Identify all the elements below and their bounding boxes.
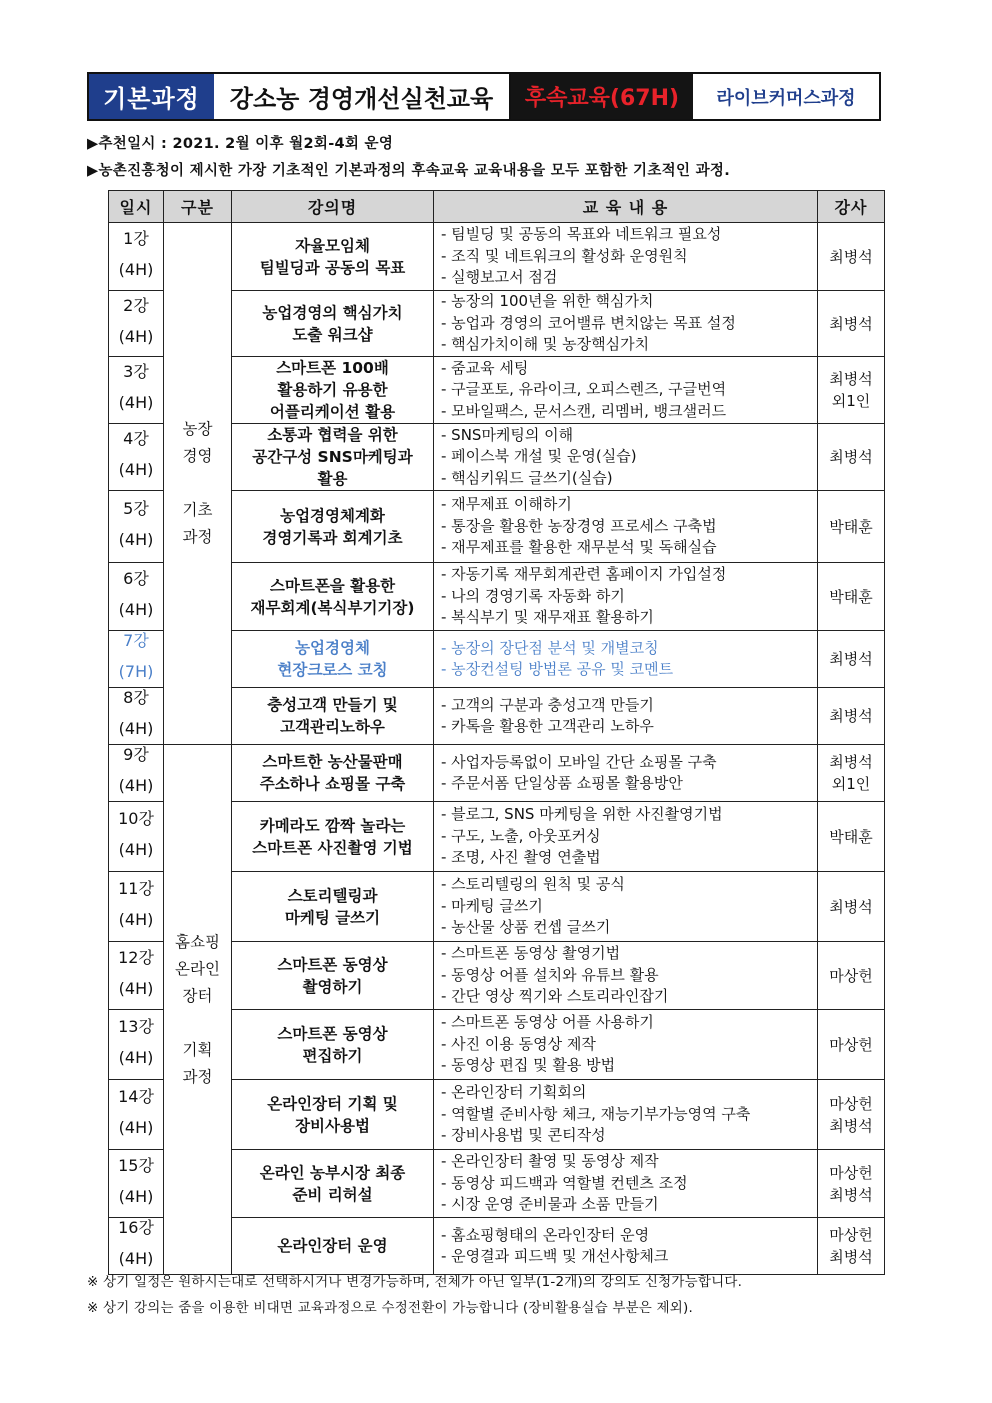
content-line: - 동영상 피드백과 역할별 컨텐츠 조정 bbox=[441, 1173, 688, 1192]
schedule-note: ▶추천일시 : 2021. 2월 이후 월2회-4회 운영 bbox=[87, 136, 394, 152]
lecture-number: 4강 bbox=[123, 429, 149, 448]
content-line: - 동영상 편집 및 활용 방법 bbox=[441, 1056, 616, 1075]
follow-up-label: 후속교육(67H) bbox=[511, 74, 693, 119]
lecture-name-line: 촬영하기 bbox=[302, 977, 363, 996]
instructor-cell bbox=[818, 1010, 885, 1080]
lecture-name-line: 재무회계(복식부기기장) bbox=[250, 598, 415, 617]
instructor-name: 최병석 bbox=[829, 1116, 873, 1135]
lecture-name-line: 준비 리허설 bbox=[292, 1185, 373, 1204]
content-cell bbox=[434, 357, 818, 424]
content-line: - 농장컨설팅 방법론 공유 및 코멘트 bbox=[441, 660, 674, 678]
lecture-name-line: 활용하기 유용한 bbox=[277, 381, 388, 399]
content-cell bbox=[434, 872, 818, 942]
description-note: ▶농촌진흥청이 제시한 가장 기초적인 기본과정의 후속교육 교육내용을 모두 포함한 기초적인 과정. bbox=[87, 163, 731, 179]
content-line: - 온라인장터 촬영 및 동영상 제작 bbox=[441, 1152, 659, 1171]
instructor-name: 박태훈 bbox=[829, 517, 873, 536]
category-line: 경영 bbox=[182, 447, 213, 465]
instructor-cell bbox=[818, 1218, 885, 1275]
curriculum-table bbox=[108, 190, 885, 1275]
table-header-row bbox=[109, 191, 885, 223]
lecture-name-line: 주소하나 쇼핑몰 구축 bbox=[259, 775, 406, 793]
lecture-number: 5강 bbox=[123, 498, 149, 518]
content-line: - 조직 및 네트워크의 활성화 운영원칙 bbox=[441, 246, 688, 265]
instructor-cell bbox=[818, 291, 885, 357]
lecture-name-line: 도출 워크샵 bbox=[292, 325, 373, 344]
lecture-number-cell bbox=[109, 223, 164, 291]
lecture-name-line: 온라인장터 운영 bbox=[277, 1237, 388, 1255]
content-line: - 재무제표를 활용한 재무분석 및 독해실습 bbox=[441, 538, 717, 557]
header-lecture-name: 강의명 bbox=[232, 191, 434, 223]
category-line bbox=[164, 1010, 231, 1037]
lecture-name-line: 활용 bbox=[317, 470, 348, 488]
lecture-hours: (4H) bbox=[118, 1047, 154, 1067]
content-cell bbox=[434, 1010, 818, 1080]
lecture-name-cell bbox=[232, 1080, 434, 1150]
content-line: - 농장의 100년을 위한 핵심가치 bbox=[441, 292, 654, 311]
content-cell bbox=[434, 631, 818, 688]
lecture-name-line: 고객관리노하우 bbox=[280, 718, 385, 736]
lecture-number-cell bbox=[109, 291, 164, 357]
content-line: - 농업과 경영의 코어밸류 변치않는 목표 설정 bbox=[441, 313, 736, 332]
lecture-name-line: 스토리텔링과 bbox=[287, 886, 378, 905]
lecture-hours: (4H) bbox=[118, 1186, 154, 1206]
lecture-hours: (4H) bbox=[118, 326, 154, 346]
content-cell bbox=[434, 1150, 818, 1218]
lecture-name-line: 스마트폰 100배 bbox=[276, 359, 389, 377]
lecture-name-cell bbox=[232, 491, 434, 563]
instructor-name: 최병석 bbox=[829, 370, 873, 388]
category-line: 기획 bbox=[182, 1040, 213, 1059]
lecture-number-cell bbox=[109, 1080, 164, 1150]
lecture-name-cell bbox=[232, 291, 434, 357]
lecture-hours: (4H) bbox=[118, 719, 154, 738]
lecture-name-cell bbox=[232, 745, 434, 802]
content-line: - 주문서폼 단일상품 쇼핑몰 활용방안 bbox=[441, 774, 683, 792]
instructor-name: 외1인 bbox=[831, 775, 871, 793]
instructor-name: 최병석 bbox=[829, 1185, 873, 1204]
content-cell bbox=[434, 688, 818, 745]
lecture-name-cell bbox=[232, 424, 434, 491]
lecture-number-cell bbox=[109, 1218, 164, 1275]
lecture-name-line: 어플리케이션 활용 bbox=[269, 403, 396, 421]
content-cell bbox=[434, 942, 818, 1010]
lecture-hours: (4H) bbox=[118, 1117, 154, 1137]
content-line: - 스마트폰 동영상 촬영기법 bbox=[441, 944, 621, 963]
lecture-name-line: 스마트폰을 활용한 bbox=[269, 576, 396, 595]
content-line: - 농장의 장단점 분석 및 개별코칭 bbox=[441, 638, 659, 657]
footnote-schedule: ※ 상기 일정은 원하시는대로 선택하시거나 변경가능하며, 전체가 아닌 일부(1-2개)의 강의도 신청가능합니다. bbox=[87, 1274, 743, 1290]
instructor-name: 마상헌 bbox=[829, 1163, 873, 1182]
content-cell bbox=[434, 223, 818, 291]
live-commerce-label: 라이브커머스과정 bbox=[693, 74, 879, 119]
lecture-number-cell bbox=[109, 802, 164, 872]
content-line: - 조명, 사진 촬영 연출법 bbox=[441, 848, 601, 867]
instructor-cell bbox=[818, 563, 885, 631]
lecture-hours: (4H) bbox=[118, 529, 154, 549]
content-line: - 온라인장터 기획회의 bbox=[441, 1083, 587, 1102]
lecture-name-line: 소통과 협력을 위한 bbox=[267, 426, 398, 444]
content-line: - 카톡을 활용한 고객관리 노하우 bbox=[441, 717, 654, 735]
lecture-name-cell bbox=[232, 223, 434, 291]
content-line: - 핵심키워드 글쓰기(실습) bbox=[441, 468, 613, 487]
lecture-name-line: 농업경영의 핵심가치 bbox=[262, 303, 403, 322]
instructor-cell bbox=[818, 1150, 885, 1218]
content-line: - 페이스북 개설 및 운영(실습) bbox=[441, 447, 637, 466]
content-line: - 스토리텔링의 원칙 및 공식 bbox=[441, 875, 625, 894]
lecture-name-cell bbox=[232, 357, 434, 424]
instructor-name: 마상헌 bbox=[829, 966, 873, 985]
instructor-name: 최병석 bbox=[829, 448, 873, 466]
lecture-name-line: 온라인 농부시장 최종 bbox=[259, 1163, 406, 1182]
content-line: - 실행보고서 점검 bbox=[441, 268, 558, 287]
lecture-name-line: 마케팅 글쓰기 bbox=[284, 908, 381, 927]
lecture-name-line: 스마트폰 동영상 bbox=[277, 955, 388, 974]
instructor-cell bbox=[818, 745, 885, 802]
content-line: - 사진 이용 동영상 제작 bbox=[441, 1034, 596, 1053]
content-line: - 통장을 활용한 농장경영 프로세스 구축법 bbox=[441, 516, 717, 535]
lecture-name-line: 스마트폰 사진촬영 기법 bbox=[252, 838, 413, 857]
instructor-name: 마상헌 bbox=[829, 1035, 873, 1054]
lecture-name-line: 온라인장터 기획 및 bbox=[267, 1094, 398, 1113]
instructor-cell bbox=[818, 631, 885, 688]
instructor-name: 최병석 bbox=[829, 314, 873, 333]
lecture-number: 8강 bbox=[123, 688, 149, 707]
content-line: - 자동기록 재무회계관련 홈페이지 가입설정 bbox=[441, 565, 727, 584]
lecture-name-cell bbox=[232, 688, 434, 745]
category-line: 홈쇼핑 bbox=[175, 932, 220, 951]
instructor-cell bbox=[818, 424, 885, 491]
lecture-hours: (4H) bbox=[118, 978, 154, 998]
lecture-hours: (4H) bbox=[118, 393, 154, 412]
header-category: 구분 bbox=[164, 191, 232, 223]
lecture-name-line: 농업경영체 bbox=[295, 639, 370, 657]
content-cell bbox=[434, 291, 818, 357]
course-title: 강소농 경영개선실천교육 bbox=[214, 74, 511, 119]
instructor-name: 최병석 bbox=[829, 247, 873, 266]
header-content: 교 육 내 용 bbox=[434, 191, 818, 223]
lecture-name-line: 스마트폰 동영상 bbox=[277, 1024, 388, 1043]
course-banner bbox=[87, 72, 881, 121]
category-cell bbox=[164, 223, 232, 745]
lecture-name-cell bbox=[232, 1218, 434, 1275]
content-line: - 장비사용법 및 콘티작성 bbox=[441, 1126, 606, 1145]
table-row bbox=[109, 223, 885, 291]
instructor-name: 외1인 bbox=[831, 392, 871, 410]
lecture-name-line: 충성고객 만들기 및 bbox=[267, 696, 398, 714]
content-line: - 모바일팩스, 문서스캔, 리멤버, 뱅크샐러드 bbox=[441, 401, 727, 420]
instructor-name: 최병석 bbox=[829, 707, 873, 725]
lecture-number-cell bbox=[109, 491, 164, 563]
instructor-name: 박태훈 bbox=[829, 587, 873, 606]
content-line: - 시장 운영 준비물과 소품 만들기 bbox=[441, 1195, 659, 1214]
category-line bbox=[164, 470, 231, 497]
category-line: 과정 bbox=[182, 1067, 213, 1086]
lecture-name-line: 현장크로스 코칭 bbox=[277, 661, 388, 679]
instructor-cell bbox=[818, 872, 885, 942]
lecture-name-cell bbox=[232, 872, 434, 942]
category-line: 과정 bbox=[182, 528, 213, 546]
content-cell bbox=[434, 563, 818, 631]
category-line: 기초 bbox=[182, 501, 213, 519]
content-cell bbox=[434, 424, 818, 491]
lecture-name-line: 농업경영체계화 bbox=[280, 506, 385, 525]
content-line: - SNS마케팅의 이해 bbox=[441, 425, 574, 444]
content-line: - 재무제표 이해하기 bbox=[441, 495, 572, 514]
category-line: 온라인 bbox=[175, 959, 220, 978]
category-line: 농장 bbox=[182, 420, 213, 438]
category-line: 장터 bbox=[182, 986, 213, 1005]
instructor-name: 최병석 bbox=[829, 650, 873, 668]
content-cell bbox=[434, 1080, 818, 1150]
lecture-name-cell bbox=[232, 1010, 434, 1080]
lecture-number-cell bbox=[109, 357, 164, 424]
content-line: - 동영상 어플 설치와 유튜브 활용 bbox=[441, 965, 659, 984]
lecture-number: 12강 bbox=[118, 947, 154, 967]
lecture-hours: (7H) bbox=[118, 662, 154, 681]
lecture-number-cell bbox=[109, 563, 164, 631]
content-cell bbox=[434, 1218, 818, 1275]
content-line: - 역할별 준비사항 체크, 재능기부가능영역 구축 bbox=[441, 1104, 751, 1123]
lecture-number: 1강 bbox=[123, 228, 149, 248]
footnote-online: ※ 상기 강의는 줌을 이용한 비대면 교육과정으로 수정전환이 가능합니다 (장비활용실습 부분은 제외). bbox=[87, 1300, 693, 1316]
content-line: - 복식부기 및 재무재표 활용하기 bbox=[441, 608, 654, 627]
lecture-name-line: 스마트한 농산물판매 bbox=[262, 753, 403, 771]
content-line: - 블로그, SNS 마케팅을 위한 사진촬영기법 bbox=[441, 805, 723, 824]
lecture-number-cell bbox=[109, 872, 164, 942]
instructor-name: 마상헌 bbox=[829, 1226, 873, 1244]
lecture-name-cell bbox=[232, 1150, 434, 1218]
lecture-hours: (4H) bbox=[118, 909, 154, 929]
content-line: - 운영결과 피드백 및 개선사항체크 bbox=[441, 1247, 669, 1265]
basic-course-label: 기본과정 bbox=[89, 74, 214, 119]
content-line: - 줌교육 세팅 bbox=[441, 358, 529, 377]
lecture-hours: (4H) bbox=[118, 776, 154, 795]
content-line: - 마케팅 글쓰기 bbox=[441, 896, 543, 915]
content-cell bbox=[434, 802, 818, 872]
content-line: - 고객의 구분과 충성고객 만들기 bbox=[441, 695, 654, 714]
lecture-number-cell bbox=[109, 942, 164, 1010]
content-line: - 사업자등록없이 모바일 간단 쇼핑몰 구축 bbox=[441, 752, 717, 771]
content-line: - 구글포토, 유라이크, 오피스렌즈, 구글번역 bbox=[441, 380, 727, 399]
header-date: 일시 bbox=[109, 191, 164, 223]
lecture-name-cell bbox=[232, 563, 434, 631]
content-line: - 홈쇼핑형태의 온라인장터 운영 bbox=[441, 1225, 650, 1244]
content-line: - 농산물 상품 컨셉 글쓰기 bbox=[441, 918, 611, 937]
lecture-name-line: 팀빌딩과 공동의 목표 bbox=[259, 258, 406, 277]
lecture-number-cell bbox=[109, 1010, 164, 1080]
instructor-cell bbox=[818, 1080, 885, 1150]
lecture-number-cell bbox=[109, 631, 164, 688]
instructor-name: 최병석 bbox=[829, 897, 873, 916]
content-line: - 나의 경영기록 자동화 하기 bbox=[441, 586, 625, 605]
content-line: - 핵심가치이해 및 농장핵심가치 bbox=[441, 335, 650, 354]
lecture-number-cell bbox=[109, 424, 164, 491]
lecture-hours: (4H) bbox=[118, 839, 154, 859]
lecture-number: 7강 bbox=[123, 631, 149, 650]
lecture-name-line: 자율모임체 bbox=[295, 236, 370, 255]
content-line: - 팀빌딩 및 공동의 목표와 네트워크 필요성 bbox=[441, 225, 722, 244]
instructor-cell bbox=[818, 491, 885, 563]
lecture-hours: (4H) bbox=[118, 599, 154, 619]
lecture-hours: (4H) bbox=[118, 460, 154, 479]
lecture-name-line: 편집하기 bbox=[302, 1046, 363, 1065]
lecture-name-cell bbox=[232, 802, 434, 872]
instructor-name: 마상헌 bbox=[829, 1094, 873, 1113]
lecture-name-line: 경영기록과 회계기초 bbox=[262, 528, 403, 547]
lecture-name-line: 공간구성 SNS마케팅과 bbox=[252, 448, 413, 466]
lecture-number: 14강 bbox=[118, 1086, 154, 1106]
instructor-cell bbox=[818, 688, 885, 745]
lecture-number-cell bbox=[109, 745, 164, 802]
content-line: - 구도, 노출, 아웃포커싱 bbox=[441, 826, 601, 845]
category-cell bbox=[164, 745, 232, 1275]
lecture-number: 15강 bbox=[118, 1155, 154, 1175]
lecture-number-cell bbox=[109, 1150, 164, 1218]
instructor-name: 최병석 bbox=[829, 1248, 873, 1266]
content-cell bbox=[434, 745, 818, 802]
instructor-name: 박태훈 bbox=[829, 827, 873, 846]
lecture-name-cell bbox=[232, 942, 434, 1010]
lecture-number: 13강 bbox=[118, 1016, 154, 1036]
instructor-cell bbox=[818, 223, 885, 291]
lecture-hours: (4H) bbox=[118, 259, 154, 279]
lecture-number: 11강 bbox=[118, 878, 154, 898]
instructor-cell bbox=[818, 357, 885, 424]
lecture-hours: (4H) bbox=[118, 1249, 154, 1268]
content-line: - 간단 영상 찍기와 스토리라인잡기 bbox=[441, 987, 669, 1006]
table-row bbox=[109, 745, 885, 802]
instructor-cell bbox=[818, 942, 885, 1010]
lecture-number-cell bbox=[109, 688, 164, 745]
lecture-number: 3강 bbox=[123, 362, 149, 381]
lecture-number: 16강 bbox=[118, 1218, 154, 1237]
content-cell bbox=[434, 491, 818, 563]
lecture-name-line: 장비사용법 bbox=[295, 1116, 370, 1135]
instructor-cell bbox=[818, 802, 885, 872]
content-line: - 스마트폰 동영상 어플 사용하기 bbox=[441, 1013, 654, 1032]
instructor-name: 최병석 bbox=[829, 753, 873, 771]
lecture-number: 9강 bbox=[123, 745, 149, 764]
lecture-name-line: 카메라도 깜짝 놀라는 bbox=[259, 816, 406, 835]
lecture-name-cell bbox=[232, 631, 434, 688]
lecture-number: 10강 bbox=[118, 808, 154, 828]
header-instructor: 강사 bbox=[818, 191, 885, 223]
lecture-number: 2강 bbox=[123, 295, 149, 315]
lecture-number: 6강 bbox=[123, 568, 149, 588]
